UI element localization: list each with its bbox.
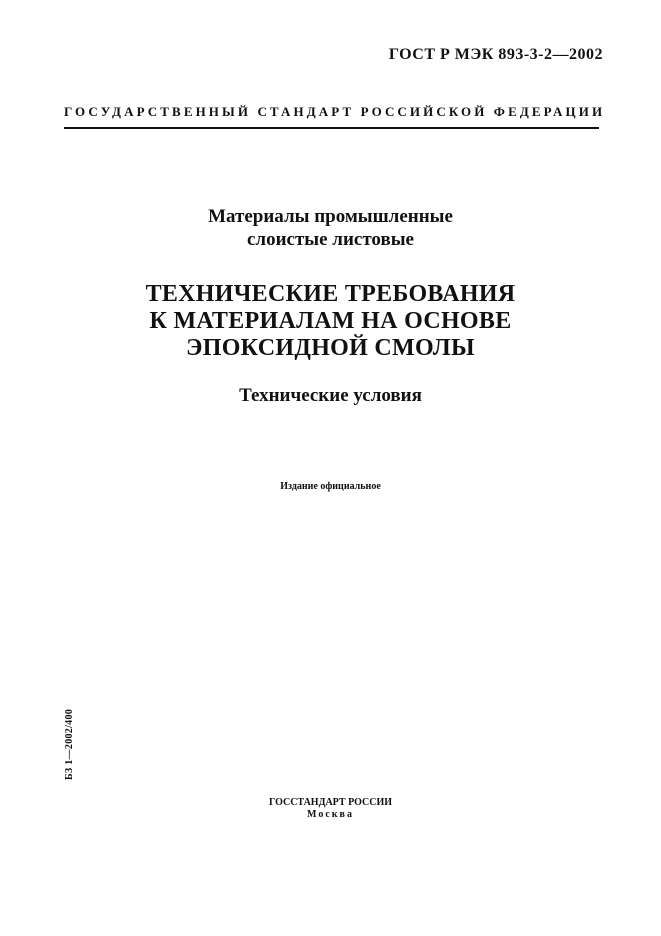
publisher-name: ГОССТАНДАРТ РОССИИ (268, 797, 393, 808)
subject-line-1: Материалы промышленные (208, 206, 453, 227)
side-catalog-code: БЗ 1—2002/400 (64, 708, 75, 780)
header-divider (64, 127, 599, 129)
main-title-line-1: ТЕХНИЧЕСКИЕ ТРЕБОВАНИЯ (145, 281, 516, 307)
publisher-block (0, 797, 661, 821)
standard-number: ГОСТ Р МЭК 893-3-2—2002 (388, 46, 603, 63)
document-type: Технические условия (239, 385, 422, 406)
subject-title (0, 205, 661, 251)
edition-note: Издание официальное (280, 481, 381, 492)
main-title-line-3: ЭПОКСИДНОЙ СМОЛЫ (186, 335, 475, 361)
subject-line-2: слоистые листовые (246, 229, 414, 250)
publisher-city: Москва (307, 809, 354, 820)
state-standard-heading: ГОСУДАРСТВЕННЫЙ СТАНДАРТ РОССИЙСКОЙ ФЕДЕРАЦИИ (64, 104, 606, 119)
main-title-line-2: К МАТЕРИАЛАМ НА ОСНОВЕ (149, 308, 512, 334)
main-title (0, 281, 661, 362)
